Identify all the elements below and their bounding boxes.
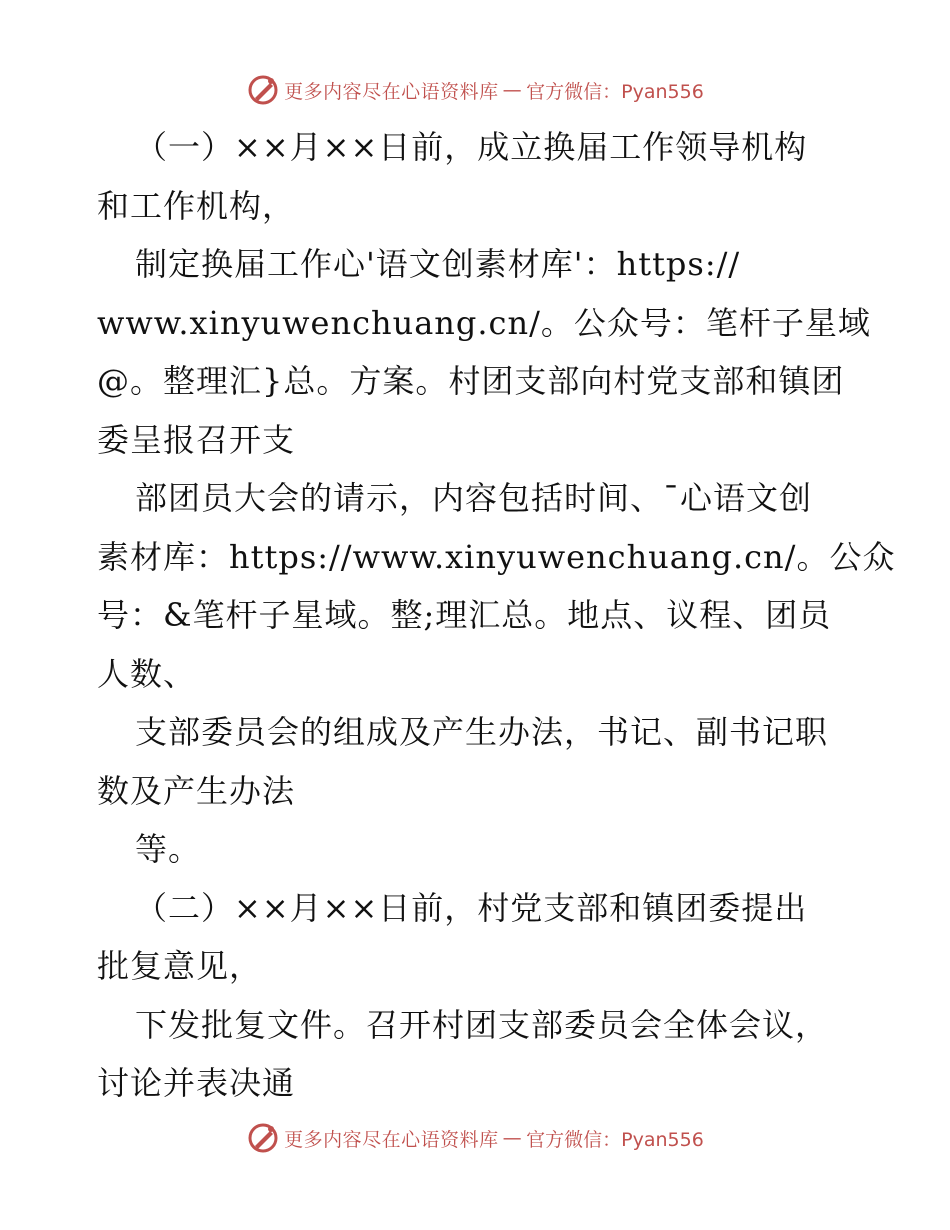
text-line: 委呈报召开支 <box>97 420 296 459</box>
text-line: 批复意见， <box>97 947 263 985</box>
pen-circle-icon <box>246 73 280 107</box>
text-line: 制定换届工作心'语文创素材库'：https:// <box>135 245 741 283</box>
text-line: 部团员大会的请示，内容包括时间、¯心语文创 <box>135 479 813 517</box>
footer-text: 更多内容尽在心语资料库 <box>284 1128 499 1151</box>
footer-banner <box>0 1118 950 1158</box>
text-line: （一）××月××日前，成立换届工作领导机构 <box>135 128 808 166</box>
text-line: 等。 <box>135 830 202 868</box>
text-line: 数及产生办法 <box>97 771 296 810</box>
text-line: 和工作机构， <box>97 186 296 225</box>
header-contact: 官方微信：Pyan556 <box>526 80 704 103</box>
document-body <box>97 118 896 1113</box>
text-line: 讨论并表决通 <box>97 1064 296 1102</box>
text-line: @。整理汇}总。方案。村团支部向村党支部和镇团 <box>97 362 845 400</box>
footer-contact: 官方微信：Pyan556 <box>526 1128 704 1151</box>
footer-dash: — <box>502 1127 523 1149</box>
text-line: 下发批复文件。召开村团支部委员会全体会议， <box>135 1005 829 1044</box>
text-line: 人数、 <box>97 654 197 693</box>
text-line: 素材库：https://www.xinyuwenchuang.cn/。公众 <box>97 537 896 576</box>
header-banner <box>0 70 950 110</box>
header-text: 更多内容尽在心语资料库 <box>284 80 499 103</box>
text-line: （二）××月××日前，村党支部和镇团委提出 <box>135 888 808 927</box>
text-line: 支部委员会的组成及产生办法，书记、副书记职 <box>135 713 829 751</box>
text-line: 号：&笔杆子星域。整;理汇总。地点、议程、团员 <box>97 596 832 634</box>
header-dash: — <box>502 79 523 101</box>
text-line: www.xinyuwenchuang.cn/。公众号：笔杆子星域 <box>97 303 871 342</box>
pen-circle-icon <box>246 1121 280 1155</box>
